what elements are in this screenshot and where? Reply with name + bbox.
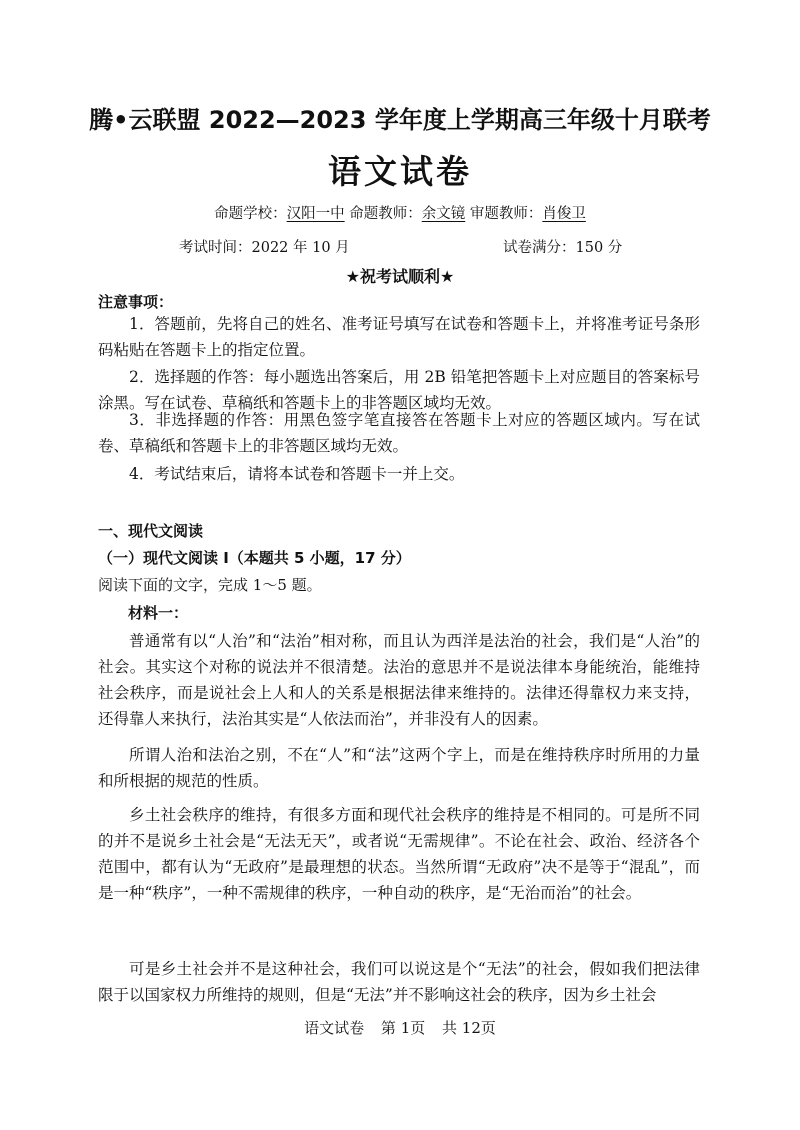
- notes-heading: 注意事项：: [98, 293, 174, 311]
- section-title: 一、现代文阅读: [98, 522, 204, 540]
- paragraph: 普通常有以“人治”和“法治”相对称，而且认为西洋是法治的社会，我们是“人治”的社会。其实这个对称的说法并不很清楚。法治的意思并不是说法律本身能统治，能维持社会秩序，而是说社会上人和人的关系是根据法律来维持的。法律还得靠权力来支持，还得靠人来执行，法治其实是“人依法而治”，并非没有人的因素。: [98, 632, 700, 728]
- paragraph: 可是乡土社会并不是这种社会，我们可以说这是个“无法”的社会，假如我们把法律限于以国家权力所维持的规则，但是“无法”并不影响这社会的秩序，因为乡土社会: [98, 960, 700, 1004]
- paragraph: 所谓人治和法治之别，不在“人”和“法”这两个字上，而是在维持秩序时所用的力量和所根据的规范的性质。: [98, 746, 700, 790]
- setter-name: 余文镜: [421, 206, 466, 222]
- paragraph: 乡土社会秩序的维持，有很多方面和现代社会秩序的维持是不相同的。可是所不同的并不是说乡土社会是“无法无天”，或者说“无需规律”。不论在社会、政治、经济各个范围中，都有认为“无政府”是最理想的状态。当然所谓“无政府”决不是等于“混乱”，而是一种“秩序”，一种不需规律的秩序，一种自动的秩序，是“无治而治”的社会。: [98, 806, 700, 902]
- school-name: 汉阳一中: [286, 206, 345, 222]
- note-item: 2．选择题的作答：每小题选出答案后，用 2B 铅笔把答题卡上对应题目的答案标号涂黑。写在试卷、草稿纸和答题卡上的非答题区域均无效。: [98, 368, 700, 412]
- note-item: 1．答题前，先将自己的姓名、准考证号填写在试卷和答题卡上，并将准考证号条形码粘贴在答题卡上的指定位置。: [98, 315, 700, 359]
- note-item: 4．考试结束后，请将本试卷和答题卡一并上交。: [129, 465, 465, 483]
- exam-title: 腾•云联盟 2022—2023 学年度上学期高三年级十月联考: [89, 106, 711, 134]
- footer-total: 共 12页: [442, 1019, 496, 1037]
- subject-title: 语文试卷: [328, 152, 472, 191]
- footer-subject: 语文试卷: [304, 1019, 365, 1037]
- material-label: 材料一：: [128, 604, 189, 622]
- reviewer-name: 肖俊卫: [542, 206, 586, 222]
- section-subtitle: （一）现代文阅读 I（本题共 5 小题，17 分）: [98, 549, 411, 567]
- blessing: ★祝考试顺利★: [345, 267, 455, 286]
- reviewer-label: 审题教师：: [469, 206, 543, 222]
- school-label: 命题学校：: [214, 206, 287, 222]
- section-instruction: 阅读下面的文字，完成 1～5 题。: [98, 576, 322, 594]
- author-line: [0, 202, 800, 223]
- setter-label: 命题教师：: [349, 206, 422, 222]
- footer-page: 第 1页: [380, 1019, 426, 1037]
- page-footer: [0, 1017, 800, 1038]
- exam-time: 考试时间：2022 年 10 月: [179, 240, 350, 256]
- note-item: 3．非选择题的作答：用黑色签字笔直接答在答题卡上对应的答题区域内。写在试卷、草稿纸和答题卡上的非答题区域均无效。: [98, 411, 700, 455]
- full-score: 试卷满分：150 分: [503, 240, 623, 256]
